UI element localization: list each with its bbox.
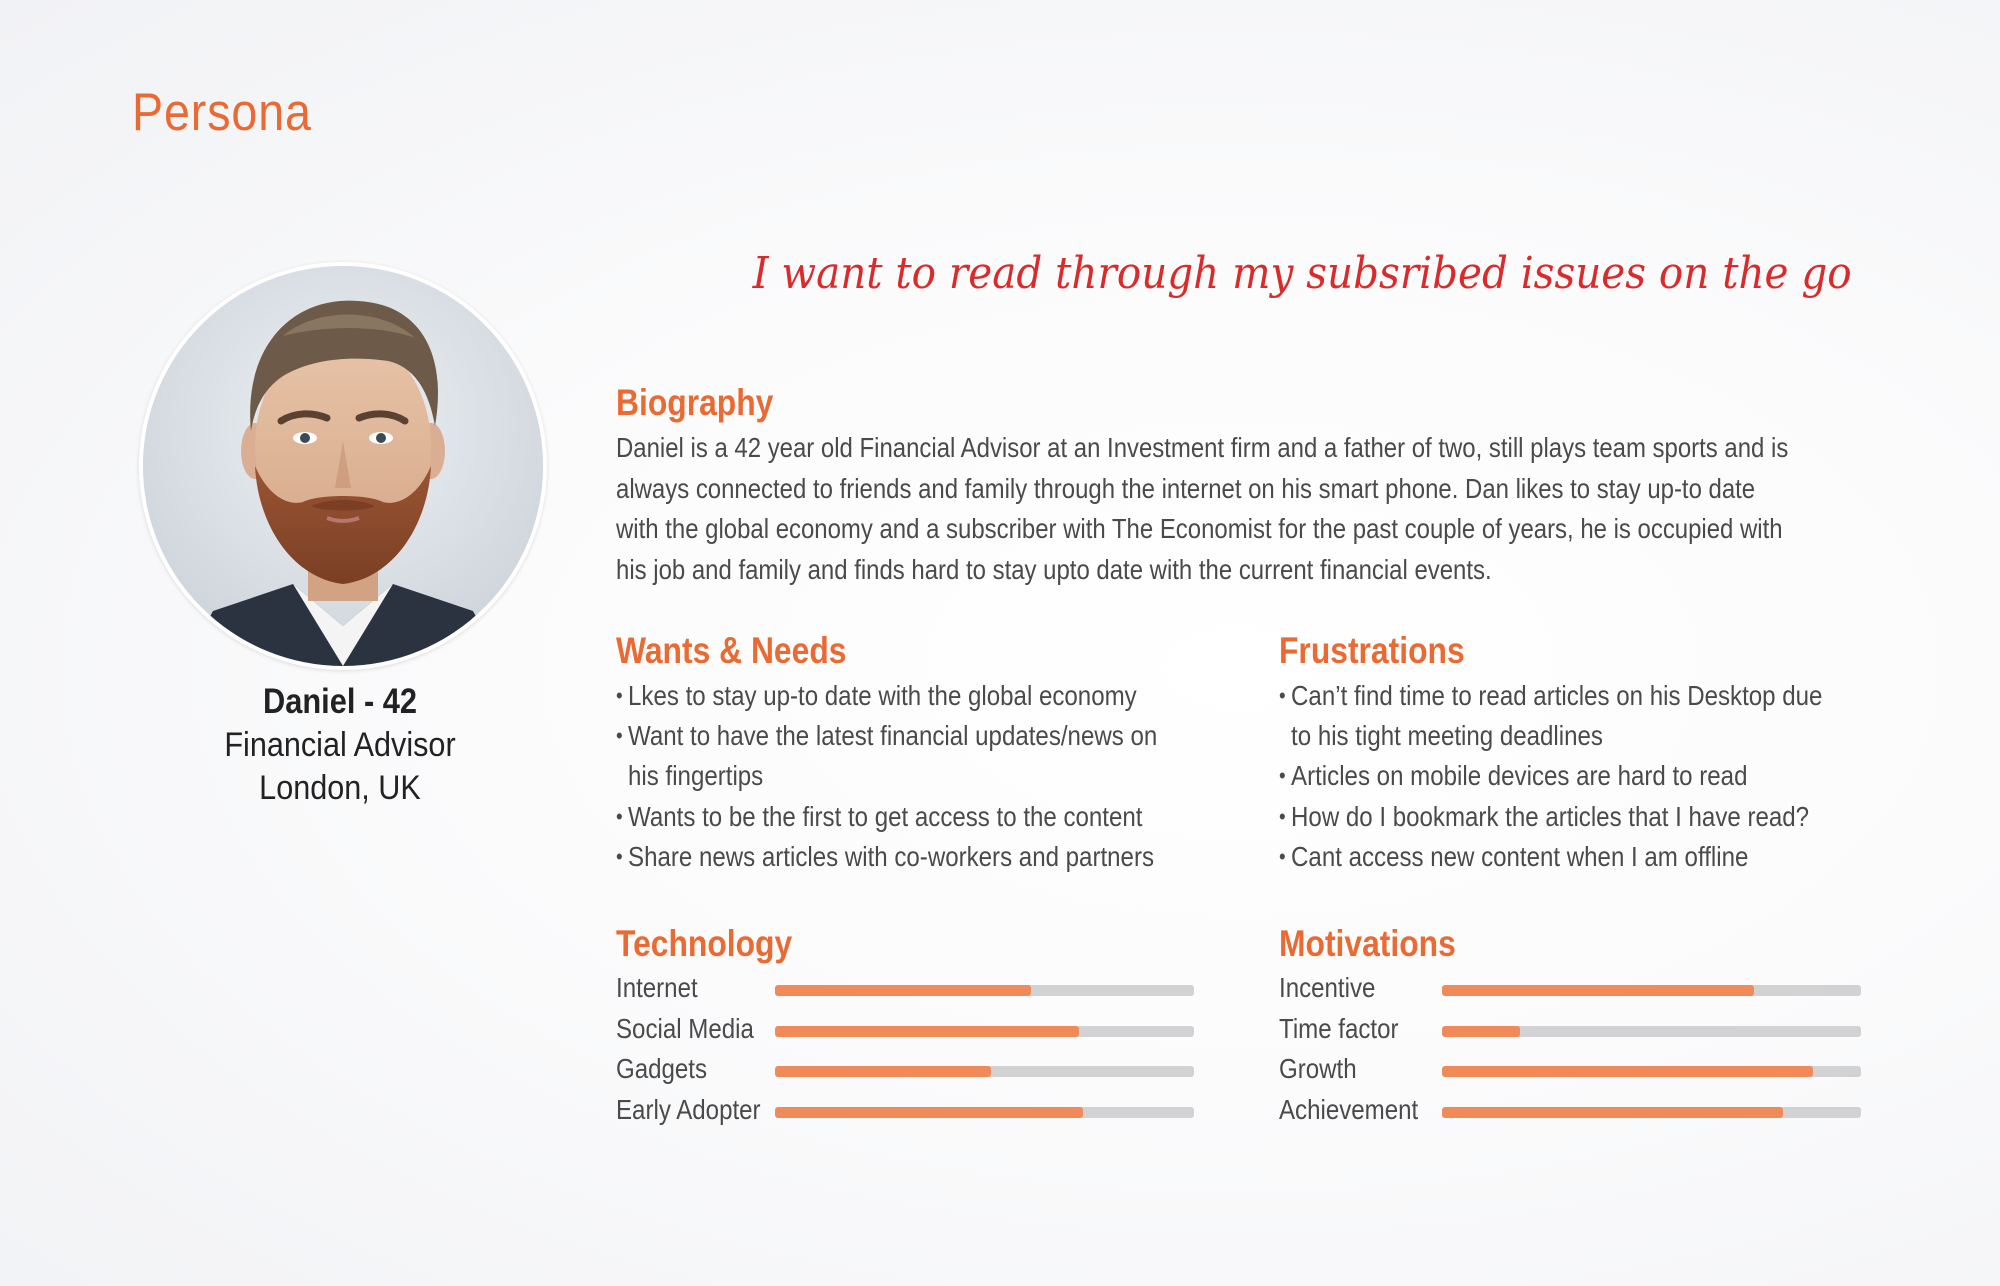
technology-row <box>616 970 1194 1011</box>
technology-row <box>616 1011 1194 1052</box>
person-location: London, UK <box>259 769 421 807</box>
bar-fill <box>1442 1107 1783 1118</box>
bar-track <box>775 1066 1194 1077</box>
list-item: • How do I bookmark the articles that I have read? <box>1279 797 1829 837</box>
technology-row <box>616 1051 1194 1092</box>
person-name: Daniel - 42 <box>262 682 418 721</box>
motivations-row <box>1279 970 1861 1011</box>
bar-label: Early Adopter <box>616 1093 761 1125</box>
list-item: • Want to have the latest financial updates/news on his fingertips <box>616 716 1184 796</box>
bar-fill <box>1442 1066 1813 1077</box>
bar-label: Incentive <box>1279 972 1376 1003</box>
wants-needs-list <box>616 676 1184 877</box>
bar-label: Social Media <box>616 1012 754 1044</box>
bar-label: Time factor <box>1279 1012 1399 1044</box>
bar-fill <box>775 1107 1083 1118</box>
bar-fill <box>1442 985 1754 996</box>
list-item: • Wants to be the first to get access to the content <box>616 797 1184 837</box>
avatar <box>139 262 547 670</box>
bar-fill <box>775 1066 991 1077</box>
wants-needs-heading: Wants & Needs <box>616 630 847 671</box>
biography-text: Daniel is a 42 year old Financial Advisor at an Investment firm and a father of two, still plays team sports and is always connected to friends and family through the internet on his smart phone. Dan likes to stay up-to date with the global economy and a subscriber with The Economist for the past couple of years, he is occupied with his job and family and finds hard to stay upto date with the current financial events. <box>616 432 1789 585</box>
bar-track <box>775 1026 1194 1037</box>
bar-track <box>1442 985 1861 996</box>
technology-bars <box>616 970 1194 1132</box>
bar-track <box>775 985 1194 996</box>
person-role: Financial Advisor <box>224 726 456 764</box>
list-item: • Cant access new content when I am offline <box>1279 837 1829 877</box>
bar-label: Internet <box>616 972 698 1003</box>
bar-track <box>1442 1026 1861 1037</box>
list-item: • Can’t find time to read articles on his Desktop due to his tight meeting deadlines <box>1279 676 1829 756</box>
list-item: • Articles on mobile devices are hard to read <box>1279 756 1829 796</box>
bar-fill <box>775 985 1031 996</box>
motivations-row <box>1279 1051 1861 1092</box>
motivations-row <box>1279 1011 1861 1052</box>
technology-heading: Technology <box>616 923 793 964</box>
bar-fill <box>1442 1026 1520 1037</box>
persona-quote: I want to read through my subsribed issues on the go <box>752 248 1852 299</box>
technology-row <box>616 1092 1194 1133</box>
bar-label: Achievement <box>1279 1093 1419 1125</box>
bar-track <box>1442 1107 1861 1118</box>
list-item: • Lkes to stay up-to date with the global economy <box>616 676 1184 716</box>
motivations-bars <box>1279 970 1861 1132</box>
bar-fill <box>775 1026 1079 1037</box>
bar-label: Growth <box>1279 1053 1357 1084</box>
bar-track <box>1442 1066 1861 1077</box>
person-info <box>140 680 540 810</box>
list-item: • Share news articles with co-workers and partners <box>616 837 1184 877</box>
bar-track <box>775 1107 1194 1118</box>
biography-heading: Biography <box>616 382 774 423</box>
frustrations-heading: Frustrations <box>1279 630 1465 671</box>
page-title: Persona <box>132 83 312 142</box>
frustrations-list <box>1279 676 1829 877</box>
motivations-heading: Motivations <box>1279 923 1456 964</box>
motivations-row <box>1279 1092 1861 1133</box>
bar-label: Gadgets <box>616 1053 708 1084</box>
